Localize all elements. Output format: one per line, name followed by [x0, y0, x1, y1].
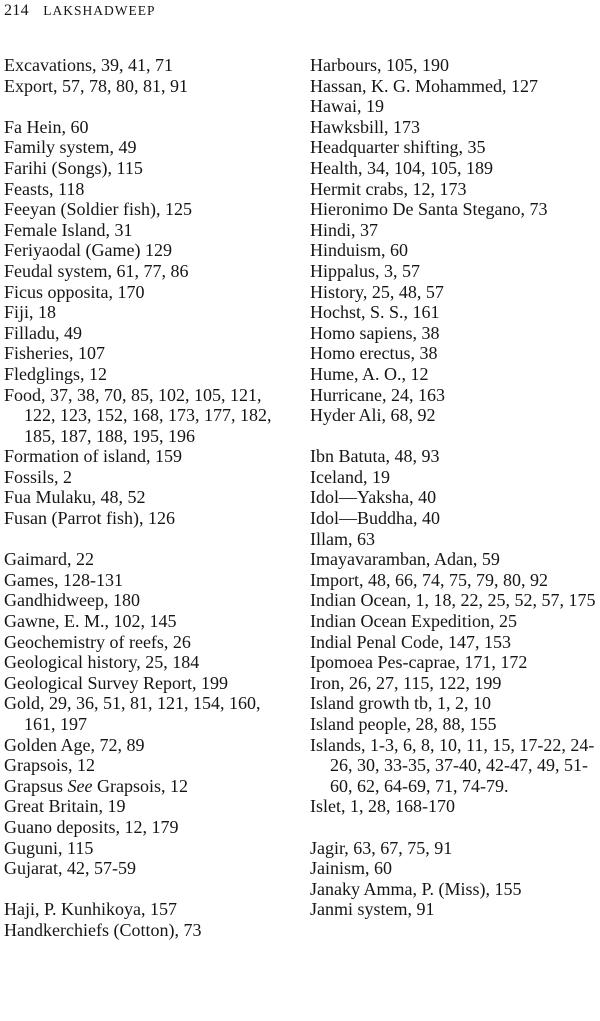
- index-entry: Fossils, 2: [4, 466, 73, 487]
- index-entry: History, 25, 48, 57: [310, 281, 444, 302]
- section-gap: [4, 529, 296, 550]
- index-entry: Export, 57, 78, 80, 81, 91: [4, 75, 188, 96]
- index-entry: Geological Survey Report, 199: [4, 672, 228, 693]
- page-number: 214: [4, 2, 29, 19]
- index-entry-text: Grapsus: [4, 775, 68, 796]
- index-entry: Food, 37, 38, 70, 85, 102, 105, 121, 122, 123, 152, 168, 173, 177, 182, 185, 187, 188, 195, 196: [4, 384, 272, 446]
- index-entry: [4, 776, 296, 797]
- index-entry: Hippalus, 3, 57: [310, 260, 420, 281]
- index-entry: Island people, 28, 88, 155: [310, 714, 497, 734]
- index-entry: Farihi (Songs), 115: [4, 157, 143, 178]
- index-entry: Janmi system, 91: [310, 899, 435, 920]
- index-entry: Games, 128-131: [4, 569, 123, 590]
- index-entry: Illam, 63: [310, 528, 375, 549]
- index-entry: Gaimard, 22: [4, 549, 94, 570]
- index-entry: Feudal system, 61, 77, 86: [4, 260, 189, 281]
- index-entry: Indian Ocean, 1, 18, 22, 25, 52, 57, 175: [310, 590, 596, 611]
- index-entry: Ficus opposita, 170: [4, 281, 145, 302]
- index-entry: Harbours, 105, 190: [310, 55, 449, 75]
- index-column-left: [4, 55, 296, 941]
- index-column-right: [310, 55, 600, 920]
- index-entry: Health, 34, 104, 105, 189: [310, 157, 493, 178]
- index-entry: Filladu, 49: [4, 322, 83, 343]
- index-entry: Hawai, 19: [310, 96, 384, 117]
- index-entry: Islands, 1-3, 6, 8, 10, 11, 15, 17-22, 24-26, 30, 33-35, 37-40, 42-47, 49, 51-60, 62, 64-69, 71, 74-79.: [310, 734, 595, 796]
- index-entry: Feeyan (Soldier fish), 125: [4, 199, 192, 220]
- index-entry: Guano deposits, 12, 179: [4, 816, 179, 837]
- index-entry: Idol—Yaksha, 40: [310, 487, 437, 508]
- section-gap: [4, 96, 296, 117]
- index-entry: Female Island, 31: [4, 219, 133, 240]
- index-entry: Gawne, E. M., 102, 145: [4, 611, 177, 632]
- index-entry: Ibn Batuta, 48, 93: [310, 446, 440, 467]
- index-entry: Golden Age, 72, 89: [4, 734, 145, 755]
- index-entry: Gujarat, 42, 57-59: [4, 858, 136, 879]
- index-entry: Geochemistry of reefs, 26: [4, 631, 191, 652]
- index-entry: Imayavaramban, Adan, 59: [310, 549, 500, 570]
- index-entry: Idol—Buddha, 40: [310, 508, 440, 529]
- index-entry: Hume, A. O., 12: [310, 363, 429, 384]
- index-entry: Grapsois, 12: [4, 755, 95, 776]
- page-header: [4, 2, 155, 20]
- section-gap: [310, 817, 600, 838]
- index-entry: Handkerchiefs (Cotton), 73: [4, 919, 202, 940]
- index-entry: Hermit crabs, 12, 173: [310, 178, 467, 199]
- index-entry: Fisheries, 107: [4, 343, 105, 364]
- index-entry: Excavations, 39, 41, 71: [4, 55, 173, 75]
- index-entry: Islet, 1, 28, 168-170: [310, 796, 455, 817]
- index-entry: Indial Penal Code, 147, 153: [310, 631, 511, 652]
- index-entry: Jagir, 63, 67, 75, 91: [310, 837, 453, 858]
- index-entry: Feasts, 118: [4, 178, 85, 199]
- section-gap: [310, 426, 600, 447]
- index-entry: Fledglings, 12: [4, 363, 108, 384]
- index-entry: Jainism, 60: [310, 858, 393, 879]
- index-entry: Gandhidweep, 180: [4, 590, 140, 611]
- index-entry: Fa Hein, 60: [4, 116, 89, 137]
- index-entry: Guguni, 115: [4, 837, 94, 858]
- index-entry: Hyder Ali, 68, 92: [310, 405, 436, 426]
- index-entry: Iron, 26, 27, 115, 122, 199: [310, 672, 502, 693]
- index-entry: Hinduism, 60: [310, 240, 409, 261]
- section-gap: [4, 879, 296, 900]
- index-entry: Homo erectus, 38: [310, 343, 438, 364]
- index-entry: Gold, 29, 36, 51, 81, 121, 154, 160, 161, 197: [4, 693, 261, 734]
- index-entry: Formation of island, 159: [4, 446, 182, 467]
- index-entry: Family system, 49: [4, 137, 137, 158]
- index-entry: Fiji, 18: [4, 302, 57, 323]
- index-entry: Hochst, S. S., 161: [310, 302, 440, 323]
- index-entry: Fusan (Parrot fish), 126: [4, 508, 175, 529]
- index-entry: Geological history, 25, 184: [4, 652, 200, 673]
- index-entry: Hurricane, 24, 163: [310, 384, 445, 405]
- index-entry: Feriyaodal (Game) 129: [4, 240, 172, 261]
- index-entry: Ipomoea Pes-caprae, 171, 172: [310, 652, 528, 673]
- index-entry: Great Britain, 19: [4, 796, 126, 817]
- index-entry: Headquarter shifting, 35: [310, 137, 486, 158]
- index-entry: Hieronimo De Santa Stegano, 73: [310, 199, 548, 220]
- index-entry: Haji, P. Kunhikoya, 157: [4, 899, 177, 920]
- index-entry: Import, 48, 66, 74, 75, 79, 80, 92: [310, 569, 548, 590]
- cross-reference-see: See: [67, 775, 93, 796]
- index-entry: Fua Mulaku, 48, 52: [4, 487, 146, 508]
- index-entry: Hawksbill, 173: [310, 116, 420, 137]
- index-entry: Hassan, K. G. Mohammed, 127: [310, 75, 538, 96]
- index-entry: Island growth tb, 1, 2, 10: [310, 693, 491, 714]
- index-entry: Homo sapiens, 38: [310, 322, 440, 343]
- index-entry: Iceland, 19: [310, 466, 390, 487]
- running-title: LAKSHADWEEP: [43, 3, 156, 18]
- index-entry-text: Grapsois, 12: [92, 775, 188, 796]
- index-entry: Hindi, 37: [310, 219, 379, 240]
- index-entry: Indian Ocean Expedition, 25: [310, 611, 517, 632]
- index-entry: Janaky Amma, P. (Miss), 155: [310, 878, 522, 899]
